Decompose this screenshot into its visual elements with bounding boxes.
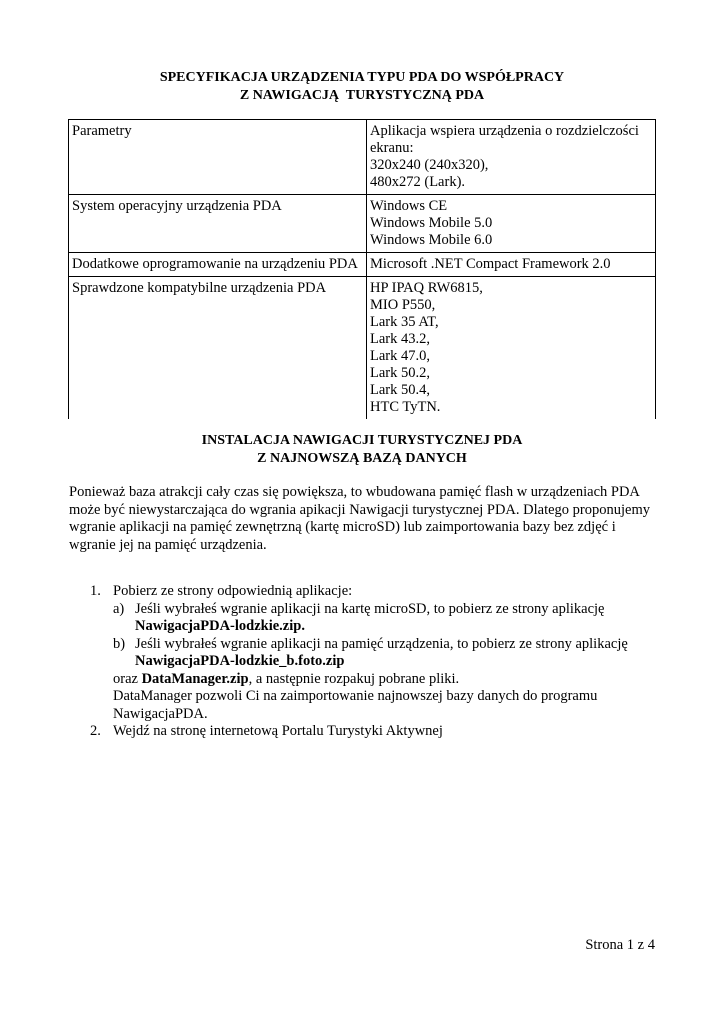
value-line: ekranu: (370, 140, 414, 156)
list-item (0, 671, 724, 689)
table-row (69, 120, 656, 195)
substep-text: Jeśli wybrałeś wgranie aplikacji na kartę microSD, to pobierz ze strony aplikację (135, 600, 605, 617)
value-line: HTC TyTN. (370, 399, 441, 415)
oraz-suffix: , a następnie rozpakuj pobrane pliki. (248, 670, 460, 687)
table-cell-value (367, 195, 656, 253)
file-name: NawigacjaPDA-lodzkie_b.foto.zip (135, 653, 345, 669)
list-item (0, 618, 724, 636)
value-line: 320x240 (240x320), (370, 157, 489, 173)
substep-marker: a) (113, 600, 125, 617)
table-cell-label: Dodatkowe oprogramowanie na urządzeniu PDA (69, 253, 367, 277)
value-line: Lark 35 AT, (370, 314, 439, 330)
value-line: HP IPAQ RW6815, (370, 280, 483, 296)
file-name: NawigacjaPDA-lodzkie.zip. (135, 618, 305, 634)
oraz-line (113, 671, 459, 689)
list-item (0, 636, 724, 654)
value-line: Aplikacja wspiera urządzenia o rozdzielczości (370, 123, 639, 139)
page-number: Strona 1 z 4 (585, 937, 655, 953)
table-cell-label: System operacyjny urządzenia PDA (69, 195, 367, 253)
value-line: Windows Mobile 5.0 (370, 215, 493, 231)
spec-table (68, 119, 656, 419)
section-title-line-2: Z NAJNOWSZĄ BAZĄ DANYCH (257, 451, 467, 466)
list-item (0, 583, 724, 601)
value-line: MIO P550, (370, 297, 436, 313)
step-number: 2. (90, 723, 101, 739)
section-title-line-1: INSTALACJA NAWIGACJI TURYSTYCZNEJ PDA (201, 433, 523, 448)
install-steps-list (0, 583, 724, 741)
substep-text: Jeśli wybrałeś wgranie aplikacji na pamięć urządzenia, to pobierz ze strony aplikację (135, 635, 628, 652)
table-row (69, 253, 656, 277)
document-title (0, 69, 724, 105)
list-item (0, 653, 724, 671)
step-text: Pobierz ze strony odpowiednią aplikacje: (113, 583, 353, 599)
value-line: Lark 47.0, (370, 348, 430, 364)
datamanager-note: NawigacjaPDA. (113, 705, 208, 722)
file-name: DataManager.zip (141, 670, 249, 687)
value-line: Lark 50.2, (370, 365, 430, 381)
table-row (69, 195, 656, 253)
paragraph-line: wgranie aplikacji na pamięć zewnętrzną (kartę microSD) lub zaimportowania bazy bez zdjęć i (69, 519, 616, 535)
section-title (0, 432, 724, 468)
list-item (0, 723, 724, 741)
paragraph-line: Ponieważ baza atrakcji cały czas się powiększa, to wbudowana pamięć flash w urządzeniach PDA (69, 484, 640, 500)
table-row (69, 277, 656, 420)
value-line: Windows CE (370, 198, 448, 214)
value-line: Microsoft .NET Compact Framework 2.0 (370, 256, 611, 272)
intro-paragraph (69, 484, 659, 554)
oraz-prefix: oraz (113, 670, 142, 687)
value-line: Lark 50.4, (370, 382, 430, 398)
table-cell-value (367, 253, 656, 277)
value-line: Lark 43.2, (370, 331, 430, 347)
paragraph-line: może być niewystarczająca do wgrania apikacji Nawigacji turystycznej PDA. Dlatego proponujemy (69, 501, 650, 518)
step-text: Wejdź na stronę internetową Portalu Turystyki Aktywnej (113, 723, 443, 739)
document-title-line-1: SPECYFIKACJA URZĄDZENIA TYPU PDA DO WSPÓŁPRACY (159, 70, 565, 85)
step-number: 1. (90, 583, 101, 599)
value-line: Windows Mobile 6.0 (370, 232, 493, 248)
datamanager-note: DataManager pozwoli Ci na zaimportowanie najnowszej bazy danych do programu (113, 688, 598, 704)
list-item (0, 601, 724, 619)
list-item (0, 688, 724, 706)
paragraph-line: wgranie jej na pamięć urządzenia. (69, 536, 267, 553)
document-title-line-2: Z NAWIGACJĄ TURYSTYCZNĄ PDA (239, 88, 485, 103)
list-item (0, 706, 724, 724)
substep-marker: b) (113, 635, 126, 652)
table-cell-value (367, 120, 656, 195)
table-cell-label: Parametry (69, 120, 367, 195)
value-line: 480x272 (Lark). (370, 174, 466, 190)
table-cell-label: Sprawdzone kompatybilne urządzenia PDA (69, 277, 367, 420)
table-cell-value (367, 277, 656, 420)
